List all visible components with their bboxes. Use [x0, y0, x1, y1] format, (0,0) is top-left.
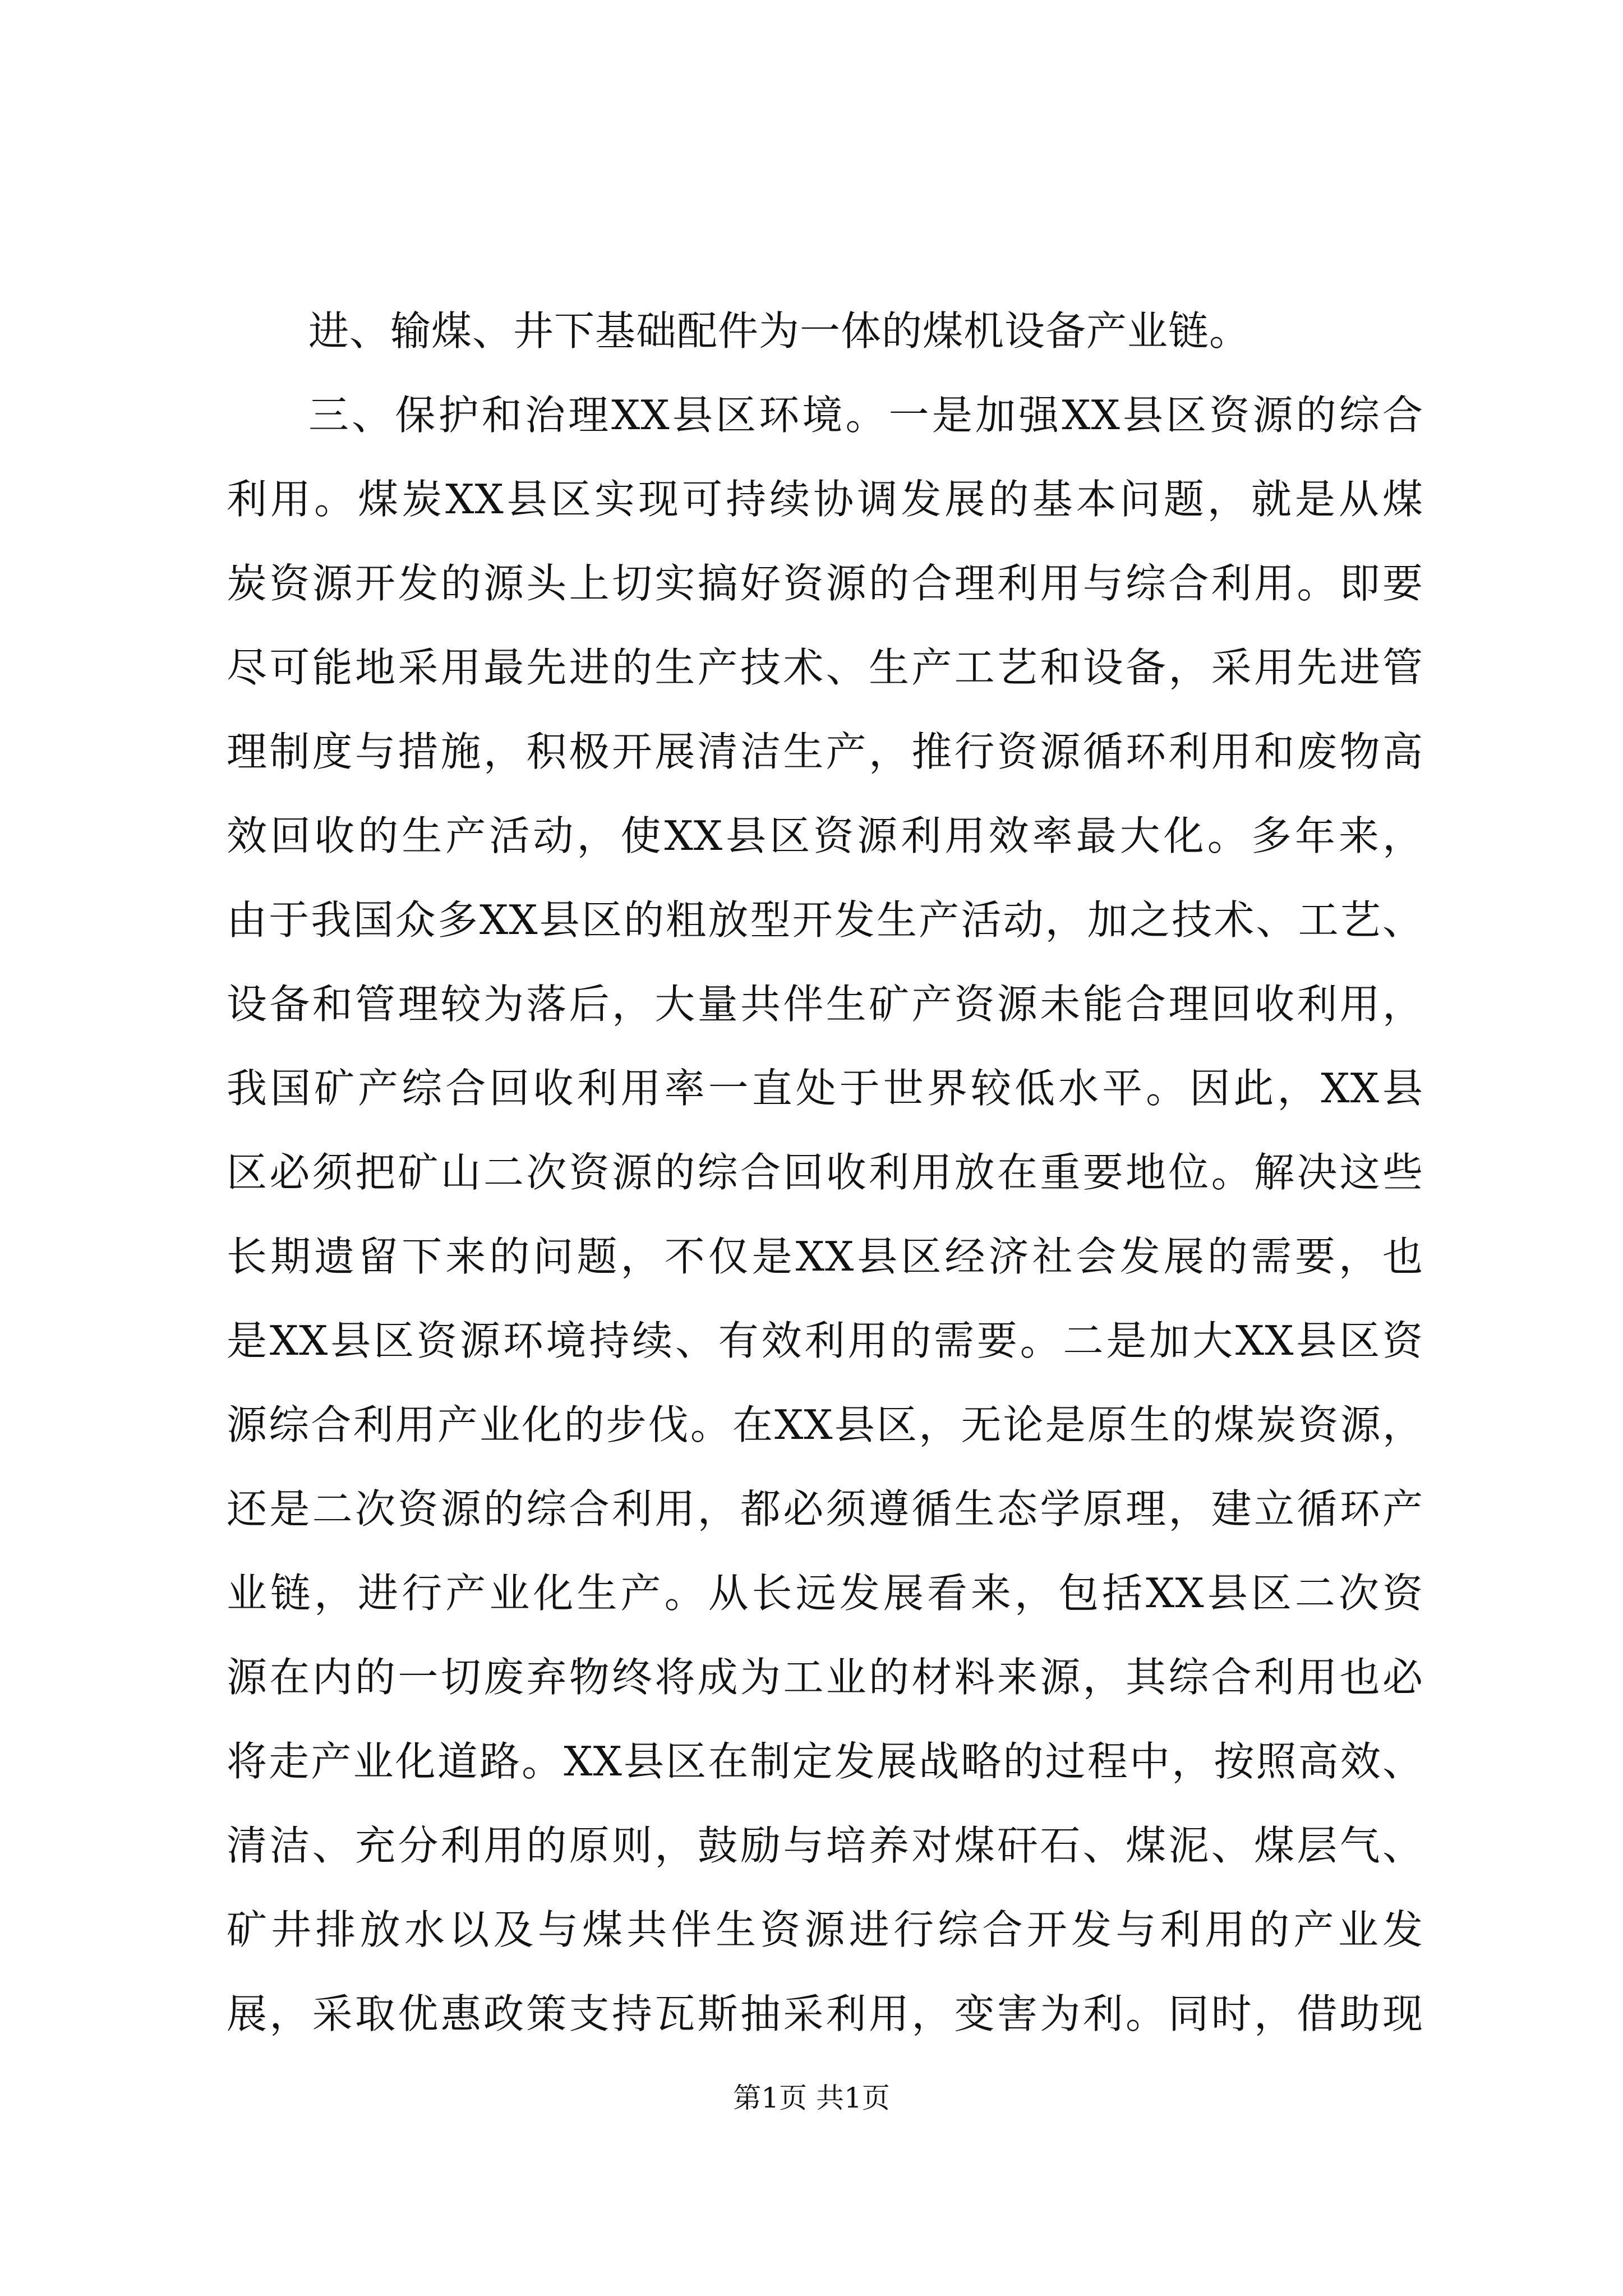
text-line: 三、保护和治理XX县区环境。一是加强XX县区资源的综合: [308, 392, 1423, 439]
text-line: 源在内的一切废弃物终将成为工业的材料来源，其综合利用也必: [227, 1654, 1423, 1701]
text-line: 理制度与措施，积极开展清洁生产，推行资源循环利用和废物高: [227, 728, 1423, 775]
text-line: 效回收的生产活动，使XX县区资源利用效率最大化。多年来，: [227, 812, 1423, 859]
text-line: 利用。煤炭XX县区实现可持续协调发展的基本问题，就是从煤: [227, 476, 1423, 523]
text-line: 还是二次资源的综合利用，都必须遵循生态学原理，建立循环产: [227, 1485, 1423, 1533]
text-line: 业链，进行产业化生产。从长远发展看来，包括XX县区二次资: [227, 1570, 1423, 1617]
text-line: 尽可能地采用最先进的生产技术、生产工艺和设备，采用先进管: [227, 644, 1423, 691]
text-line: 炭资源开发的源头上切实搞好资源的合理利用与综合利用。即要: [227, 560, 1423, 607]
text-line: 清洁、充分利用的原则，鼓励与培养对煤矸石、煤泥、煤层气、: [227, 1822, 1423, 1869]
text-line: 将走产业化道路。XX县区在制定发展战略的过程中，按照高效、: [227, 1738, 1423, 1785]
text-line: 长期遗留下来的问题，不仅是XX县区经济社会发展的需要，也: [227, 1233, 1423, 1280]
text-line: 区必须把矿山二次资源的综合回收利用放在重要地位。解决这些: [227, 1149, 1423, 1196]
text-line: 我国矿产综合回收利用率一直处于世界较低水平。因此，XX县: [227, 1065, 1423, 1112]
text-line: 矿井排放水以及与煤共伴生资源进行综合开发与利用的产业发: [227, 1906, 1423, 1953]
text-line: 设备和管理较为落后，大量共伴生矿产资源未能合理回收利用，: [227, 981, 1423, 1028]
text-line: 由于我国众多XX县区的粗放型开发生产活动，加之技术、工艺、: [227, 896, 1423, 944]
text-line: 源综合利用产业化的步伐。在XX县区，无论是原生的煤炭资源，: [227, 1401, 1423, 1448]
page-footer: 第1页 共1页: [733, 2082, 890, 2114]
text-line: 是XX县区资源环境持续、有效利用的需要。二是加大XX县区资: [227, 1317, 1423, 1364]
text-line: 进、输煤、井下基础配件为一体的煤机设备产业链。: [308, 307, 1251, 355]
text-line: 展，采取优惠政策支持瓦斯抽采利用，变害为利。同时，借助现: [227, 1990, 1423, 2037]
